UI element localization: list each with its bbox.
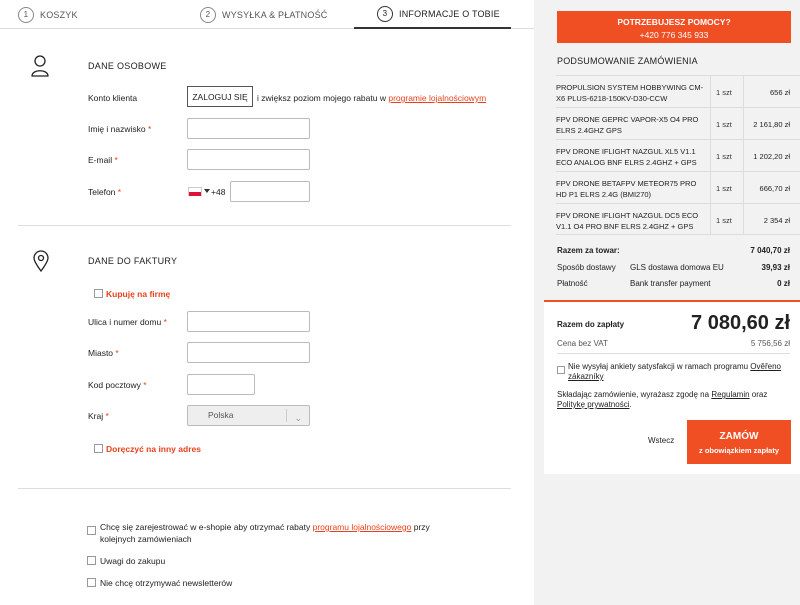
loyalty-text xyxy=(257,93,486,103)
other-address-label[interactable]: Doręczyć na inny adres xyxy=(106,444,201,454)
name-input[interactable] xyxy=(187,118,310,139)
login-button[interactable]: ZALOGUJ SIĘ xyxy=(187,86,253,107)
goods-total-label: Razem za towar: xyxy=(557,246,620,255)
net-label: Cena bez VAT xyxy=(557,339,608,348)
step-shipping-payment[interactable] xyxy=(200,0,327,29)
register-checkbox[interactable] xyxy=(87,526,96,535)
required-mark: * xyxy=(115,348,119,358)
item-qty: 1 szt xyxy=(716,120,732,129)
phone-label xyxy=(88,187,121,197)
step-number: 3 xyxy=(377,6,393,22)
terms-prefix: Składając zamówienie, wyrażasz zgodę na xyxy=(557,390,710,399)
select-separator xyxy=(286,409,287,422)
terms-text xyxy=(557,390,792,410)
user-icon xyxy=(31,55,49,77)
register-text-prefix: Chcę się zarejestrować w e-shopie aby otrzymać rabaty xyxy=(100,522,311,532)
shipping-label: Sposób dostawy xyxy=(557,263,616,272)
country-select[interactable] xyxy=(187,405,310,426)
help-button[interactable] xyxy=(557,11,791,43)
name-label-text: Imię i nazwisko xyxy=(88,124,146,134)
survey-text: Nie wysyłaj ankiety satysfakcji w ramach programu xyxy=(568,362,749,371)
country-label-text: Kraj xyxy=(88,411,104,421)
required-mark: * xyxy=(148,124,152,134)
step-label: WYSYŁKA & PŁATNOŚĆ xyxy=(222,9,328,20)
section-divider xyxy=(18,488,511,489)
required-mark: * xyxy=(117,187,122,197)
notes-checkbox[interactable] xyxy=(87,556,96,565)
register-text-suffix: przy kolejnych zamówieniach xyxy=(100,522,430,544)
survey-checkbox[interactable] xyxy=(557,366,565,374)
street-label xyxy=(88,317,167,327)
city-label xyxy=(88,348,119,358)
total-box xyxy=(544,300,800,474)
item-price: 2 161,80 zł xyxy=(753,120,790,129)
location-pin-icon xyxy=(33,250,49,272)
terms-link[interactable]: Regulamin xyxy=(711,390,750,399)
street-input[interactable] xyxy=(187,311,310,332)
account-label: Konto klienta xyxy=(88,93,138,103)
phone-input[interactable] xyxy=(230,181,310,202)
list-item xyxy=(556,107,800,139)
item-price: 2 354 zł xyxy=(763,216,790,225)
step-cart[interactable] xyxy=(18,0,78,29)
list-item xyxy=(556,75,800,107)
country-select-value: Polska xyxy=(208,410,234,420)
order-button-subtitle: z obowiązkiem zapłaty xyxy=(698,445,780,455)
item-price: 656 zł xyxy=(769,88,790,97)
net-value: 5 756,56 zł xyxy=(750,339,790,348)
email-label-text: E-mail xyxy=(88,155,113,165)
other-address-checkbox[interactable] xyxy=(94,444,103,453)
back-link[interactable]: Wstecz xyxy=(648,436,675,445)
personal-data-title: DANE OSOBOWE xyxy=(88,61,167,71)
item-name: FPV DRONE IFLIGHT NAZGUL XL5 V1.1 ECO ANALOG BNF ELRS 2.4GHZ + GPS xyxy=(556,147,697,167)
step-number: 1 xyxy=(18,7,34,23)
street-label-text: Ulica i numer domu xyxy=(88,317,162,327)
list-item xyxy=(556,203,800,235)
help-title: POTRZEBUJESZ POMOCY? xyxy=(617,16,731,27)
phone-label-text: Telefon xyxy=(88,187,116,197)
step-customer-info[interactable] xyxy=(354,0,511,29)
invoice-data-title: DANE DO FAKTURY xyxy=(88,256,178,266)
item-name: FPV DRONE IFLIGHT NAZGUL DC5 ECO V1.1 O4 PRO BNF ELRS 2.4GHZ + GPS xyxy=(556,211,699,231)
company-checkbox-label[interactable]: Kupuję na firmę xyxy=(106,289,171,299)
loyalty-program-link[interactable]: programie lojalnościowym xyxy=(388,93,487,103)
required-mark: * xyxy=(163,317,167,327)
order-items xyxy=(556,75,800,235)
order-button-title: ZAMÓW xyxy=(719,430,759,442)
to-pay-label: Razem do zapłaty xyxy=(557,320,625,329)
required-mark: * xyxy=(114,155,118,165)
city-label-text: Miasto xyxy=(88,348,114,358)
list-item xyxy=(556,171,800,203)
caret-down-icon[interactable] xyxy=(204,189,210,193)
item-qty: 1 szt xyxy=(716,216,732,225)
register-label[interactable] xyxy=(100,521,460,545)
terms-mid: oraz xyxy=(751,390,768,399)
required-mark: * xyxy=(105,411,109,421)
shipping-method: GLS dostawa domowa EU xyxy=(630,263,724,272)
goods-total-value: 7 040,70 zł xyxy=(750,246,790,255)
loyalty-program-link-2[interactable]: programu lojalnościowego xyxy=(312,522,412,532)
company-checkbox[interactable] xyxy=(94,289,103,298)
dial-code: +48 xyxy=(211,187,226,197)
privacy-link[interactable]: Politykę prywatności xyxy=(557,400,630,409)
email-input[interactable] xyxy=(187,149,310,170)
divider xyxy=(557,353,790,354)
item-name: FPV DRONE GEPRC VAPOR-X5 O4 PRO ELRS 2.4GHZ GPS xyxy=(556,115,699,135)
newsletter-checkbox[interactable] xyxy=(87,578,96,587)
notes-label[interactable]: Uwagi do zakupu xyxy=(100,556,166,566)
terms-end: . xyxy=(629,400,632,409)
item-price: 666,70 zł xyxy=(759,184,790,193)
required-mark: * xyxy=(143,380,147,390)
summary-title: PODSUMOWANIE ZAMÓWIENIA xyxy=(557,56,698,66)
section-divider xyxy=(18,225,511,226)
step-number: 2 xyxy=(200,7,216,23)
payment-label: Płatność xyxy=(557,279,588,288)
item-name: PROPULSION SYSTEM HOBBYWING CM-X6 PLUS-6218-150KV-D30-CCW xyxy=(556,83,704,103)
payment-method: Bank transfer payment xyxy=(630,279,711,288)
item-price: 1 202,20 zł xyxy=(753,152,790,161)
email-label xyxy=(88,155,118,165)
chevron-down-icon: ⌄ xyxy=(294,413,302,423)
item-qty: 1 szt xyxy=(716,88,732,97)
to-pay-value: 7 080,60 zł xyxy=(691,312,790,334)
item-qty: 1 szt xyxy=(716,152,732,161)
payment-value: 0 zł xyxy=(777,279,790,288)
checkout-steps xyxy=(0,0,534,29)
item-name: FPV DRONE BETAFPV METEOR75 PRO HD P1 ELRS 2.4G (BMI270) xyxy=(556,179,697,199)
city-input[interactable] xyxy=(187,342,310,363)
newsletter-label[interactable]: Nie chcę otrzymywać newsletterów xyxy=(100,578,233,588)
postcode-input[interactable] xyxy=(187,374,255,395)
shipping-value: 39,93 zł xyxy=(761,263,790,272)
name-label xyxy=(88,124,151,134)
item-qty: 1 szt xyxy=(716,184,732,193)
step-label: KOSZYK xyxy=(40,9,78,20)
help-phone: +420 776 345 933 xyxy=(639,29,709,40)
list-item xyxy=(556,139,800,171)
postcode-label-text: Kod pocztowy xyxy=(88,380,141,390)
loyalty-text-prefix: i zwiększ poziom mojego rabatu w xyxy=(257,93,386,103)
survey-link[interactable]: Ověřeno zákazníky xyxy=(568,362,781,381)
postcode-label xyxy=(88,380,147,390)
survey-label[interactable] xyxy=(568,362,793,382)
poland-flag-icon[interactable] xyxy=(188,187,202,196)
order-button[interactable] xyxy=(687,420,791,464)
step-label: INFORMACJE O TOBIE xyxy=(399,8,500,19)
country-label xyxy=(88,411,109,421)
